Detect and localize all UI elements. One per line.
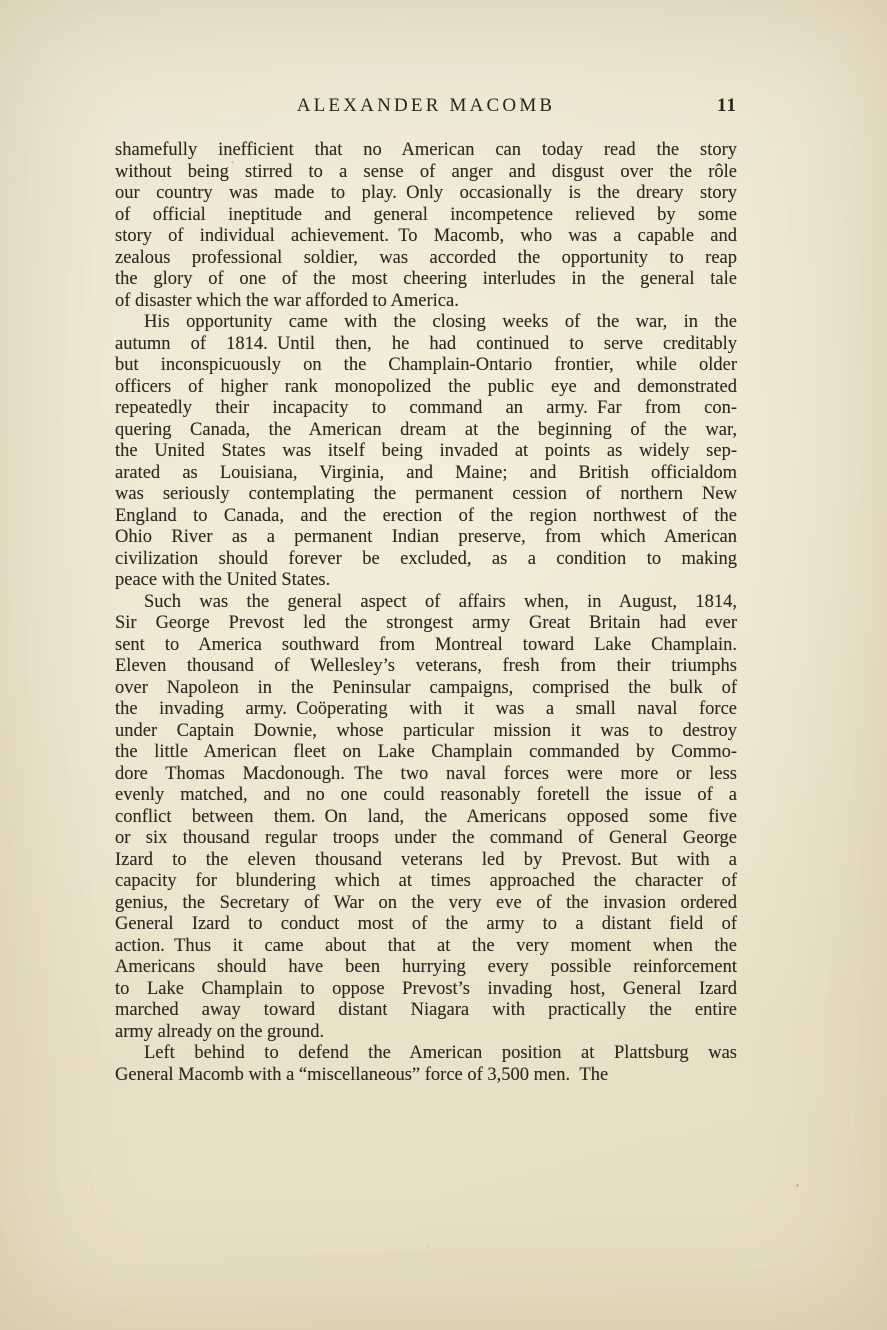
text-line: the invading army. Coöperating with it was a small naval force xyxy=(115,699,737,719)
text-line: Left behind to defend the American position at Plattsburg was xyxy=(144,1043,737,1063)
text-line: repeatedly their incapacity to command an army. Far from con- xyxy=(115,398,737,418)
text-line: the little American fleet on Lake Champlain commanded by Commo- xyxy=(115,742,737,762)
text-line: our country was made to play. Only occasionally is the dreary story xyxy=(115,183,737,203)
text-line: conflict between them. On land, the Americans opposed some five xyxy=(115,806,737,827)
text-line: without being stirred to a sense of anger and disgust over the rôle xyxy=(115,161,737,182)
text-line: Sir George Prevost led the strongest army Great Britain had ever xyxy=(115,613,737,633)
text-line: of disaster which the war afforded to America. xyxy=(115,290,459,311)
text-line: arated as Louisiana, Virginia, and Maine; and British officialdom xyxy=(115,462,737,483)
paper-speckles xyxy=(0,0,3,3)
text-line: but inconspicuously on the Champlain-Ontario frontier, while older xyxy=(115,355,737,375)
page-content xyxy=(115,95,737,1086)
text-line: to Lake Champlain to oppose Prevost’s invading host, General Izard xyxy=(115,978,737,999)
text-line: dore Thomas Macdonough. The two naval forces were more or less xyxy=(115,763,737,784)
text-line: the glory of one of the most cheering interludes in the general tale xyxy=(115,269,737,289)
text-line: marched away toward distant Niagara with practically the entire xyxy=(115,1000,737,1020)
paragraph xyxy=(115,592,737,1044)
text-line: or six thousand regular troops under the command of General George xyxy=(115,828,737,848)
text-line: was seriously contemplating the permanent cession of northern New xyxy=(115,484,737,504)
text-line: evenly matched, and no one could reasonably foretell the issue of a xyxy=(115,785,737,805)
text-line: General Macomb with a “miscellaneous” force of 3,500 men. The xyxy=(115,1064,609,1085)
text-line: story of individual achievement. To Macomb, who was a capable and xyxy=(115,226,737,246)
text-line: the United States was itself being invaded at points as widely sep- xyxy=(115,441,737,461)
text-line: of official ineptitude and general incompetence relieved by some xyxy=(115,204,737,225)
text-line: sent to America southward from Montreal toward Lake Champlain. xyxy=(115,634,737,655)
text-line: under Captain Downie, whose particular mission it was to destroy xyxy=(115,720,737,741)
paragraph xyxy=(115,140,737,312)
running-title: ALEXANDER MACOMB xyxy=(296,95,556,116)
text-line: England to Canada, and the erection of the region northwest of the xyxy=(115,505,737,526)
text-line: General Izard to conduct most of the army to a distant field of xyxy=(115,914,737,934)
text-line: quering Canada, the American dream at the beginning of the war, xyxy=(115,419,737,440)
text-block xyxy=(115,140,737,1086)
page-header xyxy=(115,95,737,119)
paragraph xyxy=(115,1043,737,1086)
text-line: over Napoleon in the Peninsular campaigns, comprised the bulk of xyxy=(115,677,737,698)
text-line: Americans should have been hurrying every possible reinforcement xyxy=(115,957,737,977)
text-line: civilization should forever be excluded, as a condition to making xyxy=(115,548,737,569)
text-line: officers of higher rank monopolized the public eye and demonstrated xyxy=(115,376,737,397)
text-line: shamefully inefficient that no American can today read the story xyxy=(115,140,737,160)
text-line: zealous professional soldier, was accorded the opportunity to reap xyxy=(115,247,737,268)
text-line: capacity for blundering which at times approached the character of xyxy=(115,871,737,891)
text-line: autumn of 1814. Until then, he had continued to serve creditably xyxy=(115,333,737,354)
text-line: His opportunity came with the closing weeks of the war, in the xyxy=(144,312,737,332)
text-line: army already on the ground. xyxy=(115,1021,325,1042)
page-number: 11 xyxy=(717,95,737,116)
text-line: Ohio River as a permanent Indian preserve, from which American xyxy=(115,527,737,547)
text-line: Eleven thousand of Wellesley’s veterans, fresh from their triumphs xyxy=(115,656,737,676)
text-line: genius, the Secretary of War on the very eve of the invasion ordered xyxy=(115,892,737,913)
text-line: Izard to the eleven thousand veterans led by Prevost. But with a xyxy=(115,849,737,870)
text-line: action. Thus it came about that at the very moment when the xyxy=(115,935,737,956)
text-line: Such was the general aspect of affairs when, in August, 1814, xyxy=(144,591,737,612)
text-line: peace with the United States. xyxy=(115,570,331,590)
paragraph xyxy=(115,312,737,592)
